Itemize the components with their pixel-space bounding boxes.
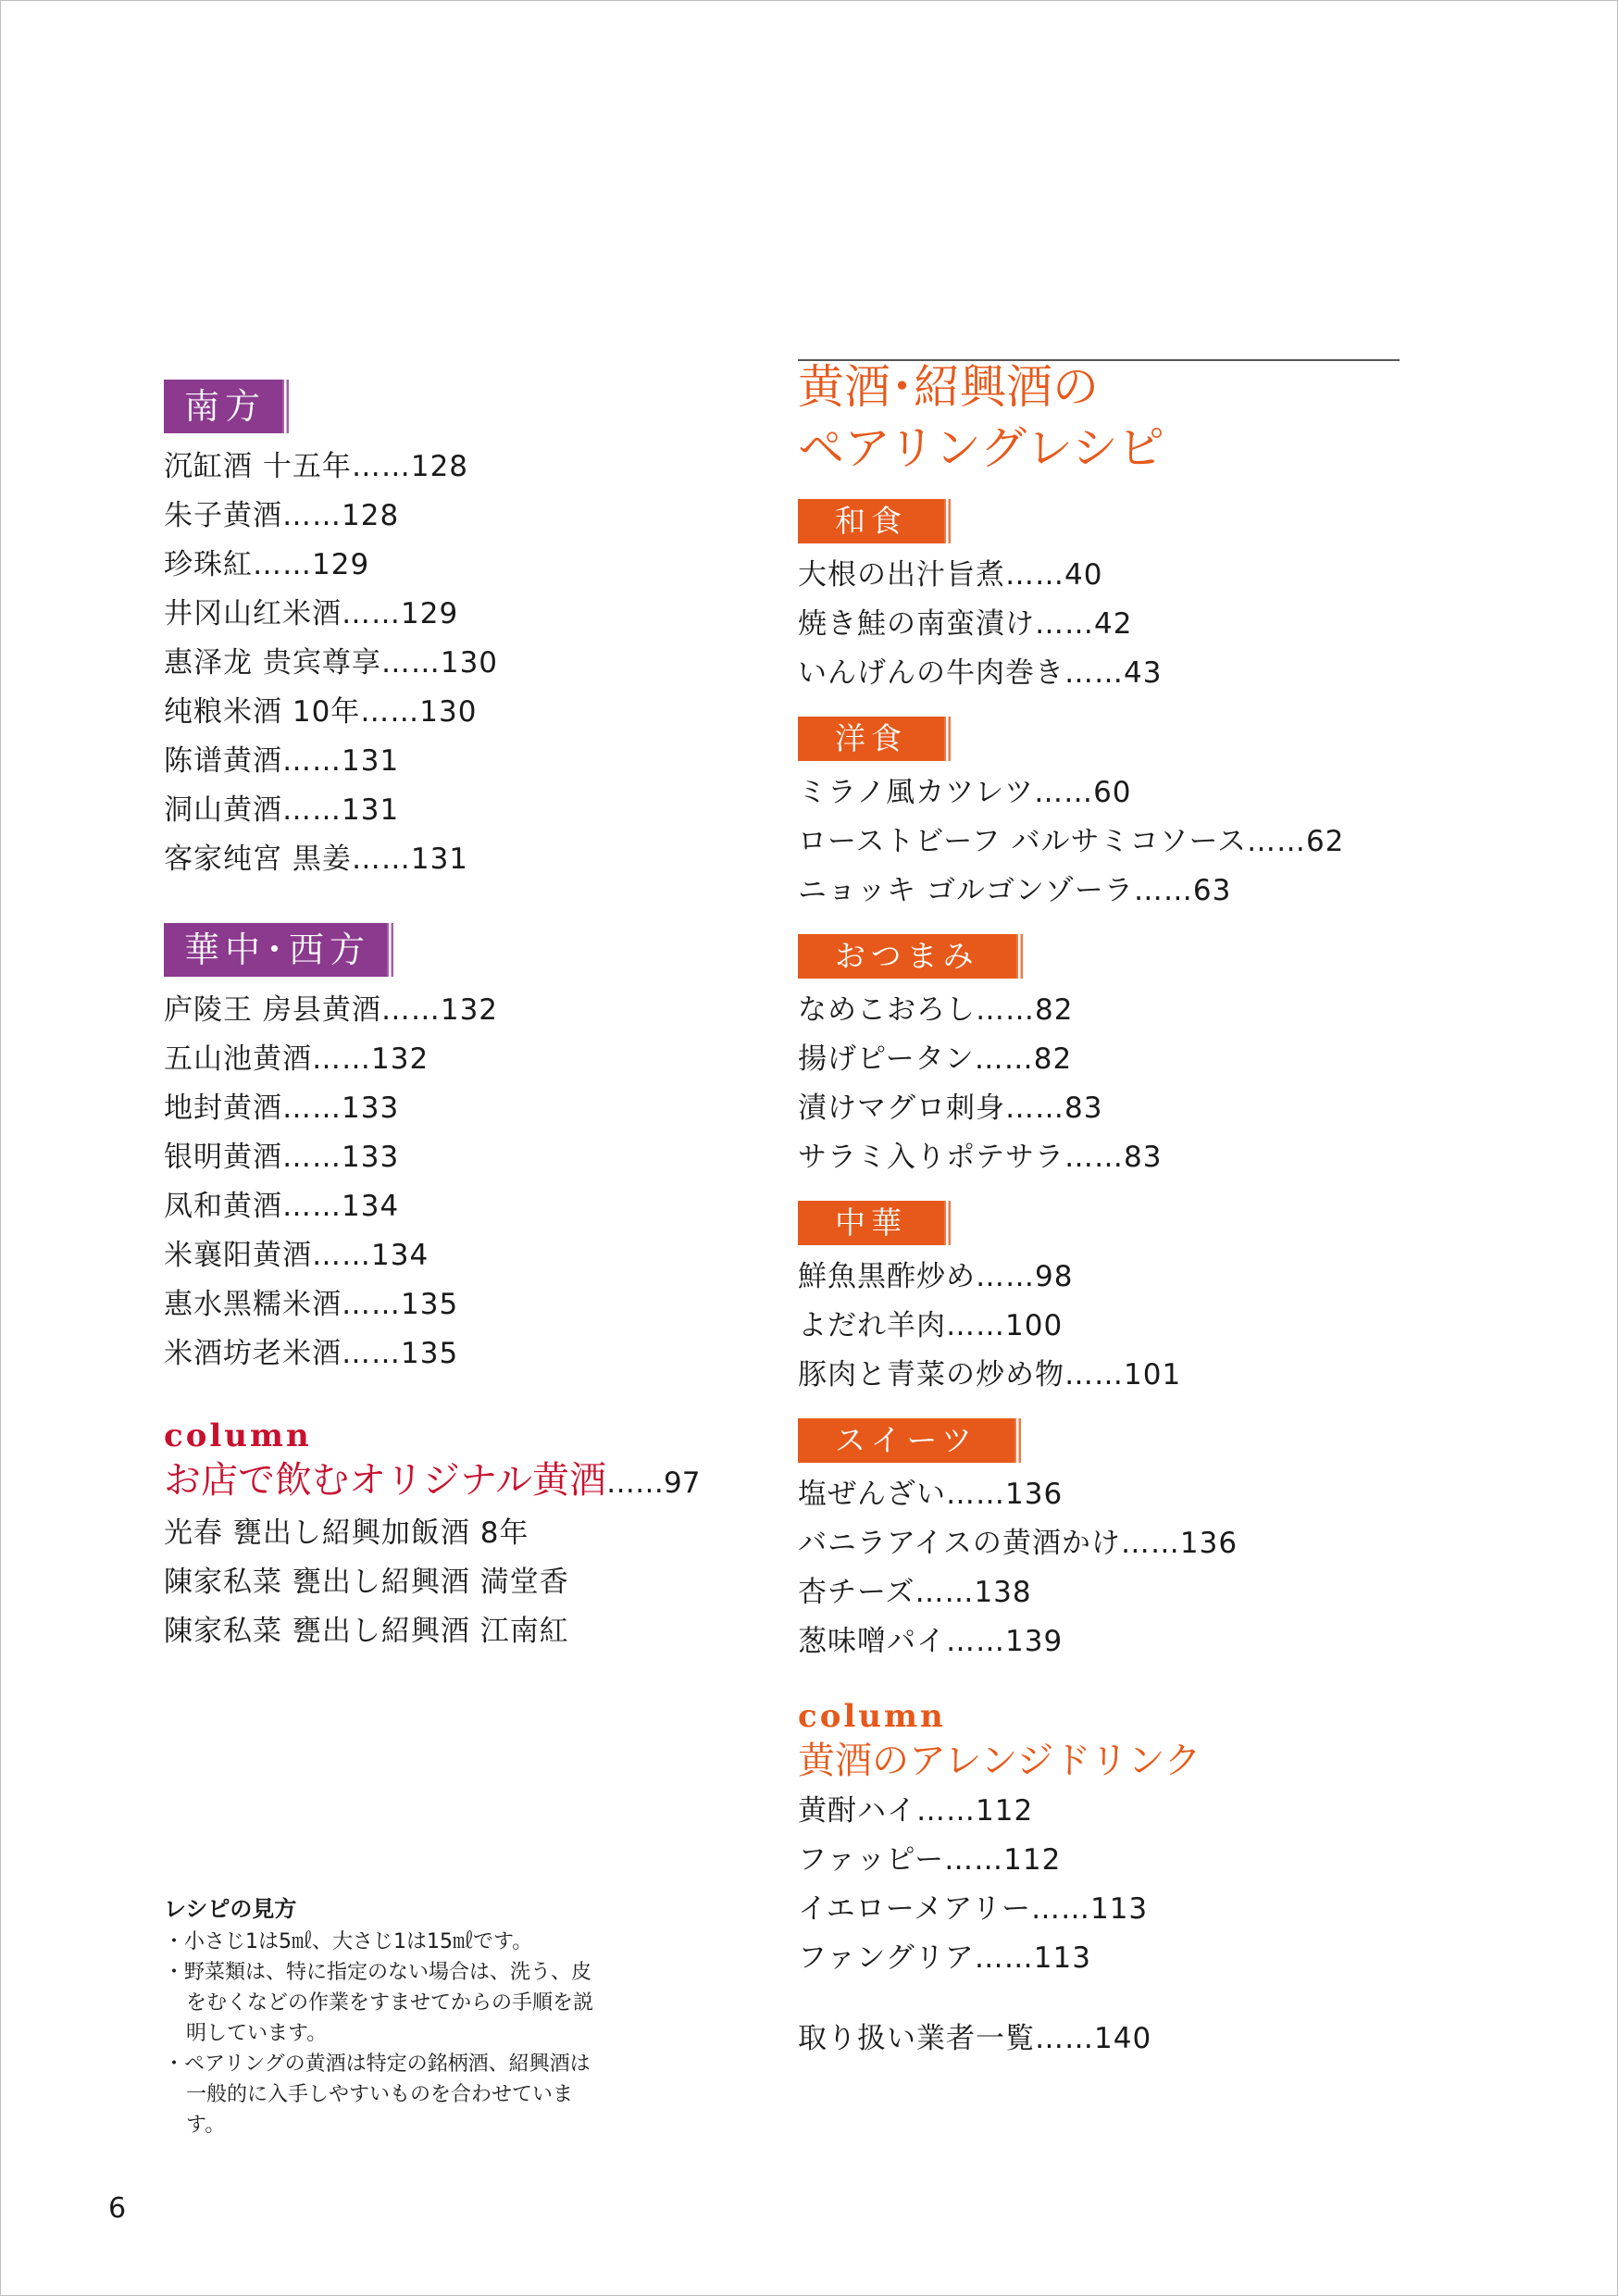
washoku-list <box>798 551 1446 698</box>
notes-title: レシピの見方 <box>164 1896 297 1922</box>
recipe-title-line2: ペアリングレシピ <box>798 421 1164 475</box>
note-item: ・野菜類は、特に指定のない場合は、洗う、皮をむくなどの作業をすませてからの手順を説明しています。 <box>164 1961 594 2045</box>
chuka-list <box>798 1253 1446 1400</box>
list-item[interactable]: なめこおろし……82 <box>798 993 1074 1027</box>
section-label-central-west: 華中･西方 <box>164 923 387 977</box>
list-item[interactable]: 庐陵王 房县黄酒……132 <box>164 993 499 1027</box>
left-column <box>164 380 775 1656</box>
section-label-chuka: 中華 <box>798 1201 944 1245</box>
list-item[interactable]: 朱子黄酒……128 <box>164 499 400 532</box>
recipe-notes <box>164 1894 608 2140</box>
section-label-sweets: スイーツ <box>798 1418 1014 1463</box>
list-item[interactable]: 黄酎ハイ……112 <box>798 1794 1034 1828</box>
list-item[interactable]: 揚げピータン……82 <box>798 1042 1073 1076</box>
list-item[interactable]: よだれ羊肉……100 <box>798 1309 1064 1342</box>
list-item[interactable]: 光春 甕出し紹興加飯酒 8年 <box>164 1516 529 1550</box>
list-item[interactable]: 豚肉と青菜の炒め物……101 <box>798 1358 1182 1391</box>
drink-column-title[interactable]: 黄酒のアレンジドリンク <box>798 1740 1201 1782</box>
page-number: 6 <box>108 2192 127 2225</box>
list-item[interactable]: 焼き鮭の南蛮漬け……42 <box>798 607 1133 641</box>
list-item[interactable]: ニョッキ ゴルゴンゾーラ……63 <box>798 874 1232 907</box>
list-item[interactable]: 米襄阳黄酒……134 <box>164 1239 429 1272</box>
list-item[interactable]: 杏チーズ……138 <box>798 1576 1032 1609</box>
list-item[interactable]: 地封黄酒……133 <box>164 1092 400 1125</box>
list-item[interactable]: 纯粮米酒 10年……130 <box>164 695 478 729</box>
drink-column-label: column <box>798 1698 946 1735</box>
section-label-otsumami: おつまみ <box>798 934 1016 979</box>
note-item: ・ペアリングの黄酒は特定の銘柄酒、紹興酒は一般的に入手しやすいものを合わせています。 <box>164 2053 591 2137</box>
list-item[interactable]: 漬けマグロ刺身……83 <box>798 1092 1103 1125</box>
column-label: column <box>164 1417 312 1454</box>
list-item[interactable]: 洞山黄酒……131 <box>164 793 400 827</box>
drink-list <box>798 1787 1446 1983</box>
list-item[interactable]: 塩ぜんざい……136 <box>798 1478 1064 1511</box>
column-title[interactable] <box>164 1454 775 1509</box>
central-list <box>164 986 775 1379</box>
recipe-title-line1: 黄酒･紹興酒の <box>798 360 1099 414</box>
list-item[interactable]: 惠水黑糯米酒……135 <box>164 1288 459 1321</box>
right-column <box>798 356 1446 2064</box>
list-item[interactable]: 陈谱黄酒……131 <box>164 744 400 778</box>
column-list <box>164 1509 775 1656</box>
list-item[interactable]: 客家纯宮 黒姜……131 <box>164 842 469 876</box>
yoshoku-list <box>798 768 1446 916</box>
list-item[interactable]: 银明黄酒……133 <box>164 1141 400 1174</box>
list-item[interactable]: 陳家私菜 甕出し紹興酒 江南紅 <box>164 1615 569 1648</box>
list-item[interactable]: 大根の出汁旨煮……40 <box>798 558 1103 592</box>
list-item[interactable]: 葱味噌パイ……139 <box>798 1625 1064 1658</box>
sweets-list <box>798 1470 1446 1666</box>
vendor-list-link[interactable]: 取り扱い業者一覧……140 <box>798 2022 1152 2055</box>
list-item[interactable]: 沉缸酒 十五年……128 <box>164 450 469 483</box>
list-item[interactable]: 米酒坊老米酒……135 <box>164 1337 459 1370</box>
list-item[interactable]: イエローメアリー……113 <box>798 1892 1149 1926</box>
south-list <box>164 443 775 884</box>
list-item[interactable]: ファングリア……113 <box>798 1941 1091 1975</box>
section-label-south: 南方 <box>164 380 282 433</box>
list-item[interactable]: サラミ入りポテサラ……83 <box>798 1141 1163 1174</box>
column-page: ……97 <box>606 1466 701 1500</box>
list-item[interactable]: 鮮魚黒酢炒め……98 <box>798 1260 1074 1293</box>
list-item[interactable]: 陳家私菜 甕出し紹興酒 満堂香 <box>164 1566 569 1599</box>
section-label-washoku: 和食 <box>798 499 944 543</box>
list-item[interactable]: 井冈山红米酒……129 <box>164 597 459 630</box>
otsumami-list <box>798 986 1446 1182</box>
list-item[interactable]: ファッピー……112 <box>798 1843 1062 1877</box>
list-item[interactable]: 惠泽龙 贵宾尊享……130 <box>164 646 499 680</box>
list-item[interactable]: 五山池黄酒……132 <box>164 1042 429 1076</box>
note-item: ・小さじ1は5㎖、大さじ1は15㎖です。 <box>164 1930 533 1953</box>
list-item[interactable]: ローストビーフ バルサミコソース……62 <box>798 825 1345 858</box>
list-item[interactable]: いんげんの牛肉巻き……43 <box>798 656 1163 690</box>
list-item[interactable]: 珍珠紅……129 <box>164 548 370 581</box>
vendor-list <box>798 2015 1446 2064</box>
notes-list <box>164 1927 608 2140</box>
recipe-title <box>798 356 1446 479</box>
column-title-text: お店で飲むオリジナル黄酒 <box>164 1459 606 1502</box>
section-label-yoshoku: 洋食 <box>798 717 944 761</box>
list-item[interactable]: ミラノ風カツレツ……60 <box>798 776 1132 809</box>
list-item[interactable]: 凤和黄酒……134 <box>164 1190 400 1223</box>
list-item[interactable]: バニラアイスの黄酒かけ……136 <box>798 1527 1238 1560</box>
